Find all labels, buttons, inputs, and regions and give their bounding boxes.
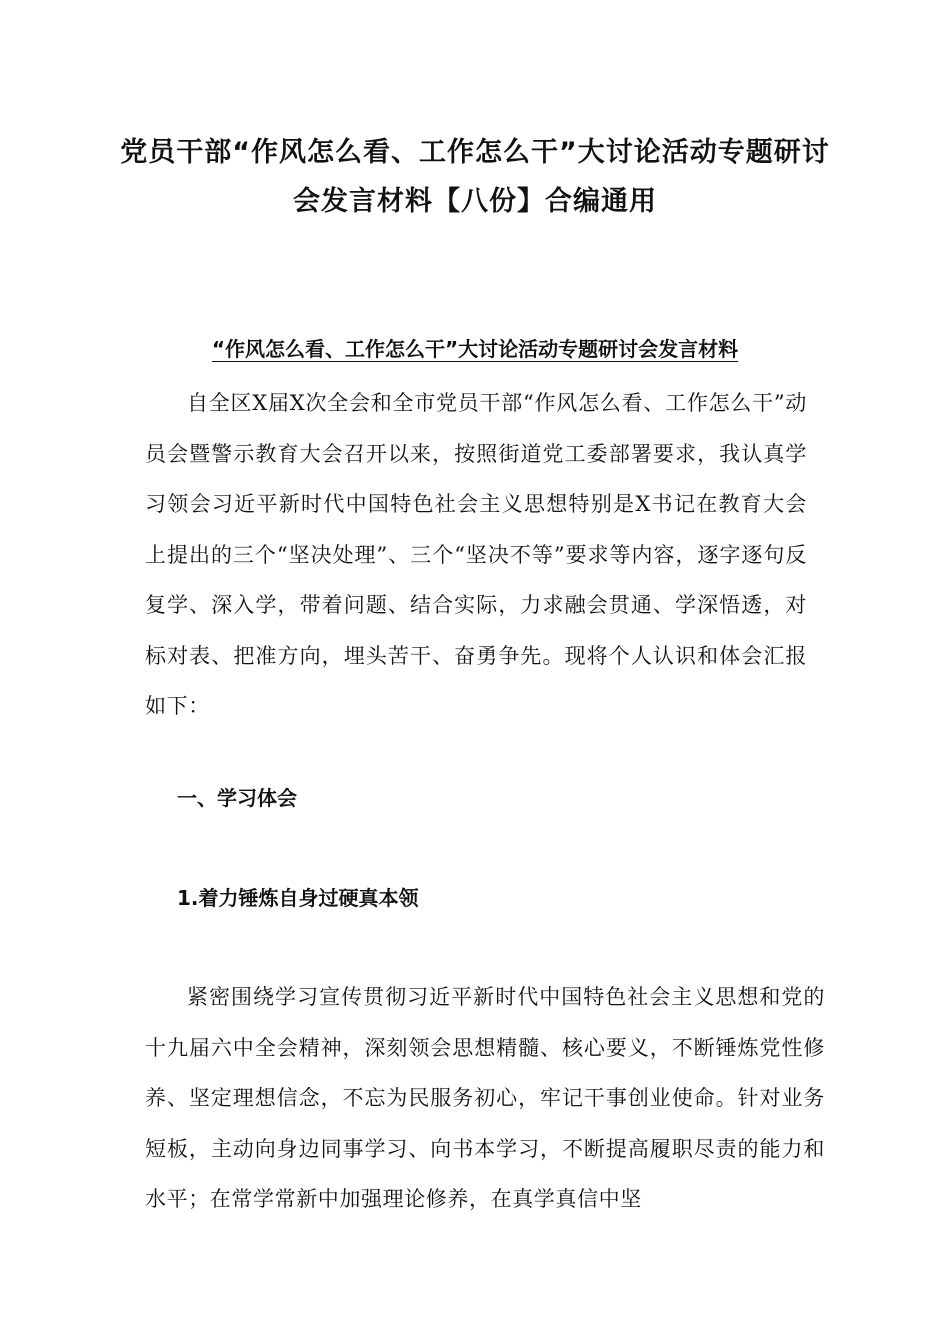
document-subtitle <box>145 334 805 364</box>
subsection-heading: 1.着力锤炼自身过硬真本领 <box>177 886 419 910</box>
body-paragraph: 紧密围绕学习宣传贯彻习近平新时代中国特色社会主义思想和党的十九届六中全会精神，深刻领会思想精髓、核心要义，不断锤炼党性修养、坚定理想信念，不忘为民服务初心，牢记干事创业使命。针对业务短板，主动向身边同事学习、向书本学习，不断提高履职尽责的能力和水平；在常学常新中加强理论修养，在真学真信中坚 <box>145 985 825 1211</box>
section-heading: 一、学习体会 <box>177 786 297 810</box>
document-title: 党员干部“作风怎么看、工作怎么干”大讨论活动专题研讨会发言材料【八份】合编通用 <box>120 137 830 217</box>
intro-paragraph: 自全区X届X次全会和全市党员干部“作风怎么看、工作怎么干”动员会暨警示教育大会召开以来，按照街道党工委部署要求，我认真学习领会习近平新时代中国特色社会主义思想特别是X书记在教育大会上提出的三个“坚决处理”、三个“坚决不等”要求等内容，逐字逐句反复学、深入学，带着问题、结合实际，力求融会贯通、学深悟透，对标对表、把准方向，埋头苦干、奋勇争先。现将个人认识和体会汇报如下： <box>145 391 807 718</box>
subtitle-text: “作风怎么看、工作怎么干”大讨论活动专题研讨会发言材料 <box>211 337 739 361</box>
